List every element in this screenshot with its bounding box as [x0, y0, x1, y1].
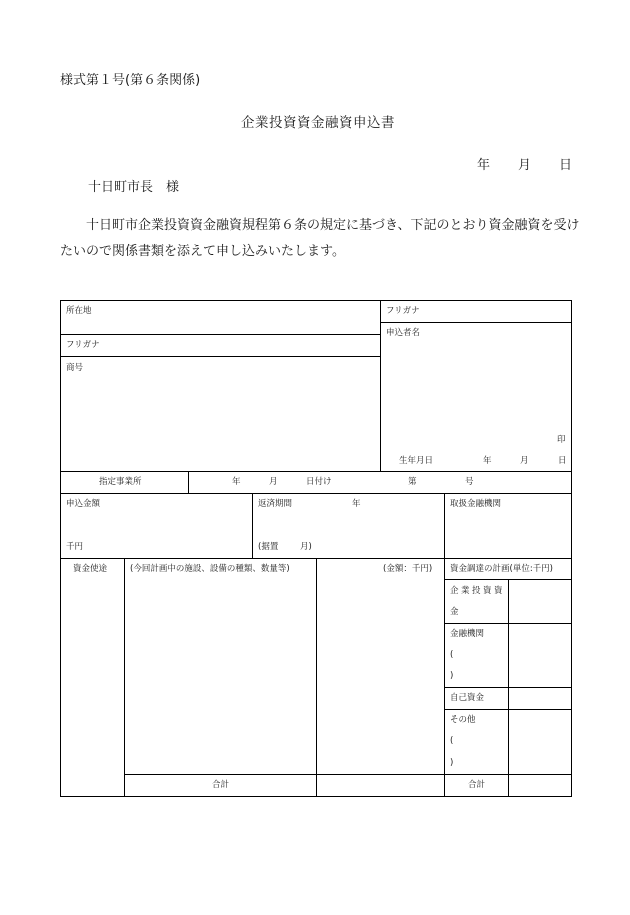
birth-month-label: 月: [520, 456, 529, 466]
trade-name-label: 商号: [66, 363, 84, 373]
thousand-yen-unit: 千円: [66, 542, 84, 552]
table-border-top: [60, 300, 572, 301]
application-statement: 十日町市企業投資資金融資規程第６条の規定に基づき、下記のとおり資金融資を受けたいので関係書類を添えて申し込みいたします。: [60, 218, 580, 259]
grace-close: 月): [300, 542, 312, 552]
plan-description-label: (今回計画中の施設、設備の種類、数量等): [130, 564, 290, 574]
furigana-top-label: フリガナ: [386, 306, 420, 316]
divider-bank: [444, 493, 445, 796]
designation-month-label: 月: [269, 477, 278, 487]
investment-label-line1: 企業投資資: [450, 586, 506, 596]
date-year-label: 年: [477, 158, 491, 173]
paren-open-1: (: [450, 650, 454, 660]
paren-open-2: (: [450, 736, 454, 746]
location-label: 所在地: [66, 306, 92, 316]
date-month-label: 月: [518, 158, 532, 173]
birth-date-label: 生年月日: [399, 456, 434, 466]
document-title: 企業投資資金融資申込書: [241, 115, 395, 131]
form-number: 様式第１号(第６条関係): [60, 73, 201, 88]
divider-designated: [188, 471, 189, 493]
own-funds-label: 自己資金: [450, 693, 485, 703]
paren-close-2: ): [450, 758, 454, 768]
repayment-period-label: 返済期間: [258, 499, 293, 509]
table-border-left: [60, 300, 61, 797]
divider-applicant: [380, 300, 381, 471]
loan-amount-label: 申込金額: [66, 499, 101, 509]
rule-applicant-bottom: [60, 471, 572, 472]
rule-total: [124, 774, 572, 775]
designation-year-label: 年: [232, 477, 241, 487]
divider-funding-amount: [508, 579, 509, 796]
funding-plan-label: 資金調達の計画(単位:千円): [450, 564, 553, 574]
total-right-label: 合計: [468, 780, 486, 790]
grace-open: (据置: [258, 542, 279, 552]
number-prefix: 第: [408, 477, 417, 487]
number-suffix: 号: [465, 477, 474, 487]
total-left-label: 合計: [212, 780, 230, 790]
birth-year-label: 年: [483, 456, 492, 466]
repayment-years-unit: 年: [352, 499, 361, 509]
divider-plan: [316, 558, 317, 796]
table-border-bottom: [60, 796, 572, 797]
seal-mark: 印: [557, 435, 566, 445]
divider-amount: [252, 493, 253, 558]
designation-day-label: 日付け: [306, 477, 332, 487]
investment-label-line2: 金: [450, 607, 459, 617]
table-border-right: [571, 300, 572, 797]
applicant-name-label: 申込者名: [386, 328, 421, 338]
rule-designated-office: [60, 493, 572, 494]
birth-day-label: 日: [558, 456, 567, 466]
addressee: 十日町市長 様: [88, 180, 180, 195]
amount-unit-label: (金額：千円): [383, 564, 433, 574]
designated-office-label: 指定事業所: [99, 477, 142, 487]
rule-furigana-mid: [60, 356, 380, 357]
use-of-funds-label: 資金使途: [73, 564, 108, 574]
other-label: その他: [450, 715, 476, 725]
date-day-label: 日: [559, 158, 573, 173]
divider-use: [124, 558, 125, 796]
bank-label: 取扱金融機関: [450, 499, 502, 509]
rule-furigana-top: [380, 322, 572, 323]
financial-institution-label: 金融機関: [450, 629, 485, 639]
rule-location: [60, 334, 380, 335]
furigana-mid-label: フリガナ: [66, 340, 100, 350]
paren-close-1: ): [450, 671, 454, 681]
